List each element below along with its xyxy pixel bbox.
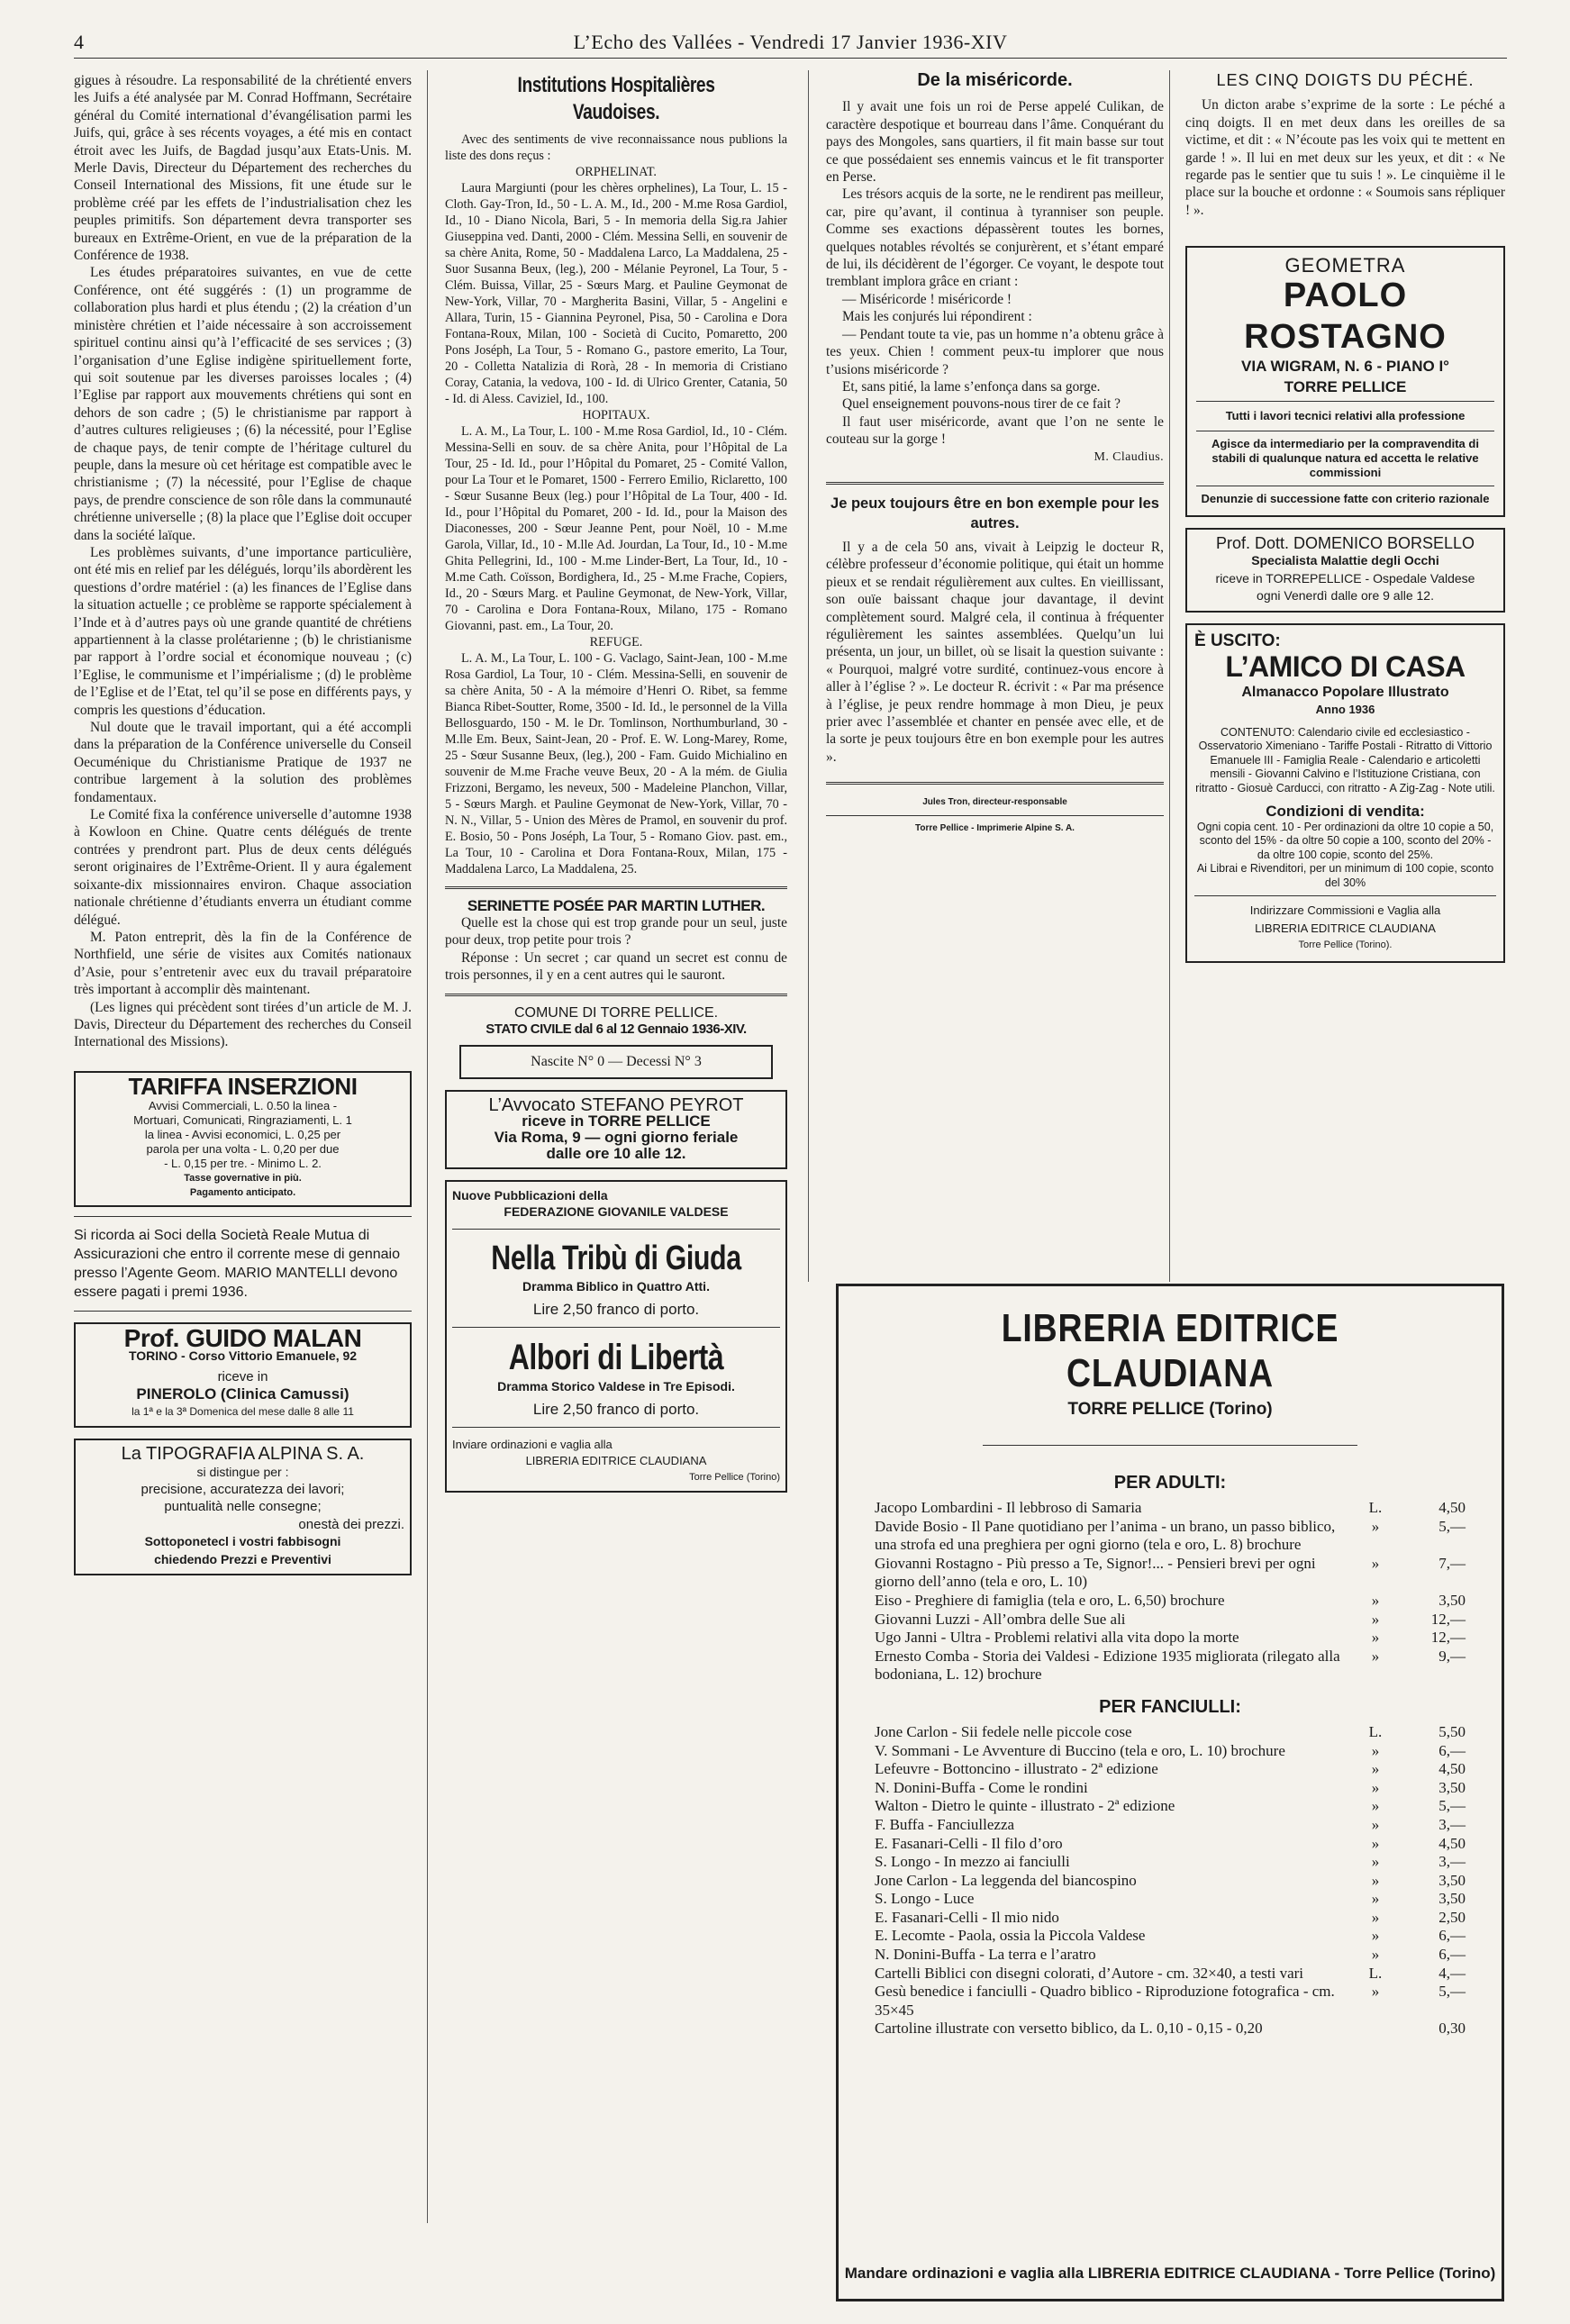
book-currency xyxy=(1348,2020,1402,2038)
article-paragraph: Mais les conjurés lui répondirent : xyxy=(842,309,1032,325)
section-heading: HOPITAUX. xyxy=(582,408,650,422)
book-title: Jone Carlon - Sii fedele nelle piccole cose xyxy=(875,1722,1132,1740)
book-price: 6,— xyxy=(1438,1741,1466,1759)
book-entry xyxy=(875,1946,1466,1965)
tariffa-line: Pagamento anticipato. xyxy=(189,1187,296,1199)
amico-line: Anno 1936 xyxy=(1315,703,1375,717)
donations-list: L. A. M., La Tour, L. 100 - M.me Rosa Gardiol, Id., 10 - Clém. Messina-Selli en souv. de sa chère Anita, pour l’Hôpital de La Tour, 25 - Id. Id., pour l’Hôpital du Pomaret, 25 - Comité Vallon, pour La Tour et le Pomaret, 1500 - Ferrero Emilio, Riclaretto, 100 - Sœur Susanne Beux (leg.) pour l’Hôpital de La Tour, 400 - Id. Id., pour l’Hôpital du Pomaret, 200 - Id. Id., pour la Maison des Diaconesses, 200 - Sœur Jeanne Pent, pour Noël, 10 - M.me Garola, Villar, Id., 10 - M.lle Ad. Jourdan, La Tour, Id., 10 - M.me Ghita Pellegrini, Id., 100 - M.me Linder-Bert, La Tour, Id., 10 - M.me Cath. Coïsson, Bordighera, Id., 25 - M.me Frache, Copiers, Id., 20 - Sœurs Marg. et Pauline Geymonat, de New-York, Villar, 70 - Carolina e Dora Fontana-Roux, Milano, 175 - Romano Giovanni, past. em., La Tour, 20. xyxy=(445,424,787,633)
book-title: E. Fasanari-Celli - Il filo d’oro xyxy=(875,1834,1063,1852)
book-title: Eiso - Preghiere di famiglia (tela e oro, L. 6,50) brochure xyxy=(875,1591,1225,1609)
book-title: Davide Bosio - Il Pane quotidiano per l’anima - un brano, un passo biblico, una strofa ed una preghiera per ogni giorno (tela e oro, L. 8) brochure xyxy=(875,1517,1336,1554)
book-title: N. Donini-Buffa - La terra e l’aratro xyxy=(875,1946,1096,1964)
book-currency: » xyxy=(1371,1741,1380,1759)
book-currency: » xyxy=(1371,1983,1380,2001)
book-entry xyxy=(875,1648,1466,1684)
book-currency: » xyxy=(1371,1853,1380,1871)
book-price: 3,50 xyxy=(1438,1890,1466,1908)
book-title: Ugo Janni - Ultra - Problemi relativi alla vita dopo la morte xyxy=(875,1629,1239,1647)
avvocato-line: dalle ore 10 alle 12. xyxy=(546,1144,686,1162)
book-currency: L. xyxy=(1368,1722,1383,1740)
malan-city: PINEROLO (Clinica Camussi) xyxy=(136,1385,349,1403)
article-paragraph: gigues à résoudre. La responsabilité de la chrétienté envers les Juifs a été analysée par M. Conrad Hoffmann, Secrétaire général du Comité international d’évangélisation parmi les Juifs, qui, grâce à ses récents voyages, a été mis en contact étroit avec les Juifs, de Bagdad jusqu’aux Etats-Unis. M. Merle Davis, Directeur du Département des recherches du Conseil International des Missions, fit une étude sur le problème créé par les effets de l’industrialisation chez les peuples primitifs. Son département devra transporter ses bureaux en Extrême-Orient, en vue de la préparation de la Conférence de 1938. xyxy=(74,73,412,264)
book-price: 0,30 xyxy=(1438,2020,1466,2038)
malan-when: la 1ª e la 3ª Domenica del mese dalle 8 alle 11 xyxy=(132,1404,354,1418)
book-price: 2,50 xyxy=(1438,1908,1466,1926)
article-paragraph: Les problèmes suivants, d’une importance particulière, ont été mis en relief par les délégués, lorqu’ils abordèrent les questions d’ordre matériel : (a) les finances de l’Eglise dans la situation actuelle ; ce problème se rapporte spécialement à l’Inde et à d’autres pays où une grande quantité de chrétiens appartiennent à la classe prolétarienne ; (b) le christianisme par rapport à l’ordre social et économique nouveau ; (c) l’Eglise, le communisme et l’impérialisme ; (d) le problème de l’Eglise et de l’Etat, tel qu’il se pose en différents pays, y compris les questions d’éducation. xyxy=(74,544,412,718)
amico-line: Condizioni di vendita: xyxy=(1266,803,1425,821)
libreria-footer: Mandare ordinazioni e vaglia alla LIBRERIA EDITRICE CLAUDIANA - Torre Pellice (Torino) xyxy=(844,2265,1496,2282)
book-price: 6,— xyxy=(1438,1946,1466,1964)
book-price: 7,— xyxy=(1438,1554,1466,1572)
geometra-name: PAOLO ROSTAGNO xyxy=(1244,276,1447,356)
tariffa-title: TARIFFA INSERZIONI xyxy=(128,1072,358,1100)
book-price: 5,50 xyxy=(1438,1722,1466,1740)
book-title: Cartoline illustrate con versetto biblico, da L. 0,10 - 0,15 - 0,20 xyxy=(875,2020,1263,2038)
book-subtitle: Dramma Storico Valdese in Tre Episodi. xyxy=(497,1378,735,1393)
tipografia-line: Sottoponetecl i vostri fabbisogni xyxy=(144,1534,341,1549)
article-paragraph: Quel enseignement pouvons-nous tirer de ce fait ? xyxy=(842,396,1121,413)
book-entry xyxy=(875,1927,1466,1946)
book-price: 4,50 xyxy=(1438,1499,1466,1516)
article-paragraph: Le Comité fixa la conférence universelle d’automne 1938 à Kowloon en Chine. Quatre cents délégués de trente contrées y prendront part. Plus de deux cents délégués seront originaires de l’Extrême-Orient. Il y aura également soixante-dix missionnaires environ. Chaque association nationale chrétienne d’étudiants enverra un étudiant comme délégué. xyxy=(74,807,412,928)
nuove-line: Inviare ordinazioni e vaglia alla xyxy=(452,1437,613,1451)
geometra-line: Denunzie di successione fatte con criterio razionale xyxy=(1201,491,1490,505)
tipografia-line: onestà dei prezzi. xyxy=(298,1516,404,1532)
tariffa-line: Tasse governative in più. xyxy=(184,1173,302,1185)
book-currency: » xyxy=(1371,1647,1380,1665)
article-paragraph: (Les lignes qui précèdent sont tirées d’un article de M. J. Davis, Directeur du Département des recherches du Conseil International des Missions). xyxy=(74,999,412,1050)
amico-title: L’AMICO DI CASA xyxy=(1225,649,1466,683)
book-title: Lefeuvre - Bottoncino - illustrato - 2ª edizione xyxy=(875,1760,1158,1778)
tariffa-line: parola per una volta - L. 0,20 per due xyxy=(146,1142,340,1157)
book-price: 3,50 xyxy=(1438,1591,1466,1609)
comune-births-deaths: Nascite N° 0 — Decessi N° 3 xyxy=(459,1045,773,1079)
amico-line: CONTENUTO: Calendario civile ed ecclesiastico - Osservatorio Ximeniano - Tariffe Postali - Ritratto di Vittorio Emanuele III - Famiglia Reale - Calendario e articoletti mensili - Giovanni Calvino e l’Istituzione Cristiana, con ritratto - Giosuè Carducci, con ritratto - A Zig-Zag - Note utili. xyxy=(1195,725,1495,794)
book-entry xyxy=(875,1835,1466,1854)
tipografia-line: si distingue per : xyxy=(196,1464,289,1479)
book-currency: » xyxy=(1371,1946,1380,1964)
tariffa-line: - L. 0,15 per tre. - Minimo L. 2. xyxy=(164,1157,322,1171)
tariffa-line: Mortuari, Comunicati, Ringraziamenti, L. 1 xyxy=(133,1113,352,1128)
amico-line: Ogni copia cent. 10 - Per ordinazioni da oltre 10 copie a 50, sconto del 15% - da oltre 50 copie a 100, sconto del 20% - da oltre 100 copie, sconto del 25%. xyxy=(1196,820,1494,861)
book-title: Cartelli Biblici con disegni colorati, d’Autore - cm. 32×40, a testi vari xyxy=(875,1964,1304,1982)
book-entry xyxy=(875,1499,1466,1518)
book-price: 3,— xyxy=(1438,1853,1466,1871)
article-paragraph: Nul doute que le travail important, qui a été accompli dans la préparation de la Conférence universelle du Conseil Oecuménique du Christianisme Pratique de 1937 ne contribue largement à la solution des problèmes fondamentaux. xyxy=(74,720,412,805)
book-title: Albori di Libertà xyxy=(508,1337,724,1377)
book-title: Giovanni Luzzi - All’ombra delle Sue ali xyxy=(875,1610,1126,1628)
book-currency: » xyxy=(1371,1760,1380,1778)
book-entry xyxy=(875,2020,1466,2038)
geometra-line: Tutti i lavori tecnici relativi alla professione xyxy=(1225,409,1466,423)
book-entry xyxy=(875,1872,1466,1891)
book-title: Nella Tribù di Giuda xyxy=(491,1239,741,1277)
book-currency: L. xyxy=(1368,1499,1383,1516)
book-title: Jone Carlon - La leggenda del biancospino xyxy=(875,1871,1137,1889)
book-entry xyxy=(875,1742,1466,1761)
avvocato-line: riceve in TORRE PELLICE xyxy=(522,1112,711,1130)
column-4 xyxy=(1185,72,1505,963)
amico-line: Almanacco Popolare Illustrato xyxy=(1241,684,1449,700)
nuove-line: Nuove Pubblicazioni della xyxy=(452,1187,608,1203)
book-price: 4,50 xyxy=(1438,1834,1466,1852)
borsello-line: ogni Venerdì dalle ore 9 alle 12. xyxy=(1257,588,1434,604)
book-entry xyxy=(875,1779,1466,1798)
book-price: 3,50 xyxy=(1438,1778,1466,1796)
libreria-subtitle: TORRE PELLICE (Torino) xyxy=(1067,1400,1273,1419)
avvocato-name: L’Avvocato STEFANO PEYROT xyxy=(488,1094,744,1115)
serinette-text: Réponse : Un secret ; car quand un secret est connu de trois personnes, il y en a cent autres qui le sauront. xyxy=(445,949,787,984)
book-title: S. Longo - In mezzo ai fanciulli xyxy=(875,1853,1070,1871)
article-paragraph: Un dicton arabe s’exprime de la sorte : Le péché a cinq doigts. Il en met deux dans les oreilles de sa victime, et dit : « N’écoute pas les voix qui te mettent en garde ! ». Il lui en met deux sur les yeux, et dit : « Ne regarde pas le sentier que tu suis ! ». Le cinquième il le place sur la bouche et ordonne : « Soumois sans répliquer ! ». xyxy=(1185,97,1505,218)
geometra-line: Agisce da intermediario per la compravendita di stabili di qualunque natura ed accetta le relative commissioni xyxy=(1212,436,1479,479)
borsello-name: Prof. Dott. DOMENICO BORSELLO xyxy=(1215,533,1475,552)
book-currency: » xyxy=(1371,1834,1380,1852)
tariffa-line: la linea - Avvisi economici, L. 0,25 per xyxy=(144,1128,341,1142)
nuove-line: Torre Pellice (Torino) xyxy=(689,1471,780,1483)
book-title: Walton - Dietro le quinte - illustrato - 2ª edizione xyxy=(875,1797,1175,1815)
book-entry xyxy=(875,1983,1466,2020)
geometra-box xyxy=(1185,246,1505,517)
book-currency: » xyxy=(1371,1591,1380,1609)
article-title: Je peux toujours être en bon exemple pour les autres. xyxy=(830,495,1159,531)
book-title: Ernesto Comba - Storia dei Valdesi - Edizione 1935 migliorata (rilegato alla bodoniana, L. 12) brochure xyxy=(875,1647,1340,1684)
book-currency: » xyxy=(1371,1610,1380,1628)
article-author: M. Claudius. xyxy=(1094,449,1164,464)
book-entry xyxy=(875,1965,1466,1984)
book-title: F. Buffa - Fanciullezza xyxy=(875,1815,1015,1833)
book-price: 5,— xyxy=(1438,1983,1466,2001)
comune-title: COMUNE DI TORRE PELLICE. xyxy=(513,1004,719,1021)
book-entry xyxy=(875,1760,1466,1779)
amico-line: Indirizzare Commissioni e Vaglia alla xyxy=(1249,903,1441,918)
book-currency: » xyxy=(1371,1778,1380,1796)
book-title: Giovanni Rostagno - Più presso a Te, Signor!... - Pensieri brevi per ogni giorno dell’anno (tela e oro, L. 10) xyxy=(875,1554,1316,1591)
borsello-box xyxy=(1185,528,1505,613)
book-entry xyxy=(875,1629,1466,1648)
book-price: 4,— xyxy=(1438,1964,1466,1982)
tipografia-line: puntualità nelle consegne; xyxy=(164,1499,322,1515)
column-2 xyxy=(445,72,787,1493)
book-entry xyxy=(875,1890,1466,1909)
book-entry xyxy=(875,1611,1466,1630)
book-entry xyxy=(875,1592,1466,1611)
borsello-line: Specialista Malattie degli Occhi xyxy=(1251,553,1439,568)
geometra-line: GEOMETRA xyxy=(1284,254,1406,277)
column-3 xyxy=(826,72,1164,837)
book-title: V. Sommani - Le Avventure di Buccino (tela e oro, L. 10) brochure xyxy=(875,1741,1285,1759)
book-entry xyxy=(875,1816,1466,1835)
tipografia-line: chiedendo Prezzi e Preventivi xyxy=(154,1551,331,1566)
avvocato-line: Via Roma, 9 — ogni giorno feriale xyxy=(494,1128,739,1146)
article-paragraph: Il faut user miséricorde, avant que l’on ne sente le couteau sur la gorge ! xyxy=(826,413,1164,448)
nuove-line: LIBRERIA EDITRICE CLAUDIANA xyxy=(525,1453,707,1467)
book-title: S. Longo - Luce xyxy=(875,1890,975,1908)
avvocato-box xyxy=(445,1090,787,1169)
book-currency: » xyxy=(1371,1871,1380,1889)
nuove-box xyxy=(445,1180,787,1493)
fanciulli-list xyxy=(875,1723,1466,2038)
page-number: 4 xyxy=(74,31,84,53)
book-title: Jacopo Lombardini - Il lebbroso di Samaria xyxy=(875,1499,1142,1516)
malan-box xyxy=(74,1322,412,1428)
adulti-list xyxy=(875,1499,1466,1684)
comune-subtitle: STATO CIVILE dal 6 al 12 Gennaio 1936-XIV. xyxy=(486,1021,747,1037)
article-paragraph: — Pendant toute ta vie, pas un homme n’a obtenu grâce à tes yeux. Chien ! comment peux-tu implorer que nous t’usions miséricorde ? xyxy=(826,326,1164,377)
book-currency: » xyxy=(1371,1815,1380,1833)
serinette-text: Quelle est la chose qui est trop grande pour un seul, juste pour deux, trop petite pour trois ? xyxy=(445,915,787,949)
tipografia-name: La TIPOGRAFIA ALPINA S. A. xyxy=(121,1444,365,1465)
amico-box xyxy=(1185,623,1505,964)
donations-intro: Avec des sentiments de vive reconnaissance nous publions la liste des dons reçus : xyxy=(445,132,787,163)
book-price: 5,— xyxy=(1438,1517,1466,1535)
book-price: 5,— xyxy=(1438,1797,1466,1815)
book-currency: » xyxy=(1371,1890,1380,1908)
article-paragraph: M. Paton entreprit, dès la fin de la Conférence de Northfield, une série de visites aux Comités nationaux d’Asie, pour s’entretenir avec eux du travail préparatoire très important à accomplir dès maintenant. xyxy=(74,929,412,998)
tipografia-box xyxy=(74,1439,412,1575)
book-price: 12,— xyxy=(1430,1629,1466,1647)
libreria-section-heading: PER FANCIULLI: xyxy=(1099,1696,1241,1717)
libreria-section-heading: PER ADULTI: xyxy=(1113,1473,1227,1493)
page-header xyxy=(74,27,1507,59)
serinette-title: SERINETTE POSÉE PAR MARTIN LUTHER. xyxy=(467,897,766,914)
book-price: 3,50 xyxy=(1438,1871,1466,1889)
book-currency: » xyxy=(1371,1797,1380,1815)
book-price: 4,50 xyxy=(1438,1760,1466,1778)
book-price: 6,— xyxy=(1438,1927,1466,1945)
geometra-line: VIA WIGRAM, N. 6 - PIANO I° xyxy=(1241,357,1449,375)
book-entry xyxy=(875,1518,1466,1555)
notice-text: Si ricorda ai Soci della Società Reale Mutua di Assicurazioni che entro il corrente mese di gennaio presso l’Agente Geom. MARIO MANTELLI devono essere pagati i premi 1936. xyxy=(74,1228,400,1301)
book-title: E. Lecomte - Paola, ossia la Piccola Valdese xyxy=(875,1927,1146,1945)
book-price: Lire 2,50 franco di porto. xyxy=(532,1300,700,1318)
book-price: 9,— xyxy=(1438,1647,1466,1665)
libreria-ad xyxy=(836,1284,1504,2301)
book-currency: » xyxy=(1371,1629,1380,1647)
article-paragraph: Les études préparatoires suivantes, en vue de cette Conférence, ont été suggérés : (1) un programme de collaboration plus hardi et plus étendu ; (2) la création d’un ministère chrétien et l’aide nécessaire à son accroissement spirituel continu ainsi qu’à l’efficacité de ses services ; (3) l’organisation d’une Eglise indigène spirituellement forte, qui soit soutenue par les diverses paroisses locales ; (4) l’Eglise par rapport aux mouvements chrétiens qui sont en dehors de son cadre ; (5) le christianisme par rapport à d’autres cultures religieuses ; (6) la nécessité, pour l’Eglise de chaque pays, de tenir compte de l’héritage culturel du peuple, dans la mesure où cet héritage est compatible avec le christianisme ; (7) la nécessité, pour l’Eglise de chaque pays, de prendre conscience de son rôle dans la communauté chrétienne universelle ; (8) la place que l’Eglise doit occuper dans la société laïque. xyxy=(74,265,412,543)
article-paragraph: Il y a de cela 50 ans, vivait à Leipzig le docteur R, célèbre professeur d’économie politique, qui était un homme pieux et se rendait régulièrement aux cultes. En vieillissant, son ouïe baissant chaque jour davantage, il devint complètement sourd. Malgré cela, il continua à fréquenter régulièrement les saintes assemblées. Quelqu’un lui présenta, un jour, un billet, où se lisait la question suivante : « Pourquoi, malgré votre surdité, continuez-vous encore à aller à l’église ? ». Le docteur R. écrivit : « Par ma présence à l’église, je peux rendre hommage à mon Dieu, je peux prier avec l’assemblée et chanter en pensée avec elle, et de la sorte je peux toujours être en bon exemple pour les autres ». xyxy=(826,539,1164,765)
amico-line: Torre Pellice (Torino). xyxy=(1298,939,1393,950)
borsello-line: riceve in TORREPELLICE - Ospedale Valdese xyxy=(1215,570,1475,586)
book-entry xyxy=(875,1555,1466,1592)
article-paragraph: Les trésors acquis de la sorte, ne le rendirent pas meilleur, car, pire qu’avant, il continua à tyranniser son peuple. Comme ses exactions dépassèrent toutes les bornes, quelques notables révoltés se conjurèrent, et s’étant emparé de lui, ils décidèrent de l’égorger. Ce voyant, le despote tout tremblant implora grâce en criant : xyxy=(826,186,1164,290)
donations-list: Laura Margiunti (pour les chères orphelines), La Tour, L. 15 - Cloth. Gay-Tron, Id., 50 - L. A. M., Id., 200 - M.me Rosa Gardiol, Id., 10 - Diano Nicola, Bari, 5 - In memoria della Sig.ra Jahier Giuseppina ved. Danti, 2000 - Clém. Messina Selli, en souvenir de sa chère Anita, Rome, 50 - Maddalena Larco, La Maddalena, 25 - Suor Susanna Beux, (leg.), 200 - Mélanie Peyronel, La Tour, 5 - Clém. Buissa, Villar, 25 - Sœurs Marg. et Pauline Geymonat de New-York, Villar, 70 - Margherita Basini, Villar, 5 - Angelini e Allara, Turin, 15 - Giannina Peyronel, Pisa, 50 - Carolina e Dora Fontana-Roux, Milan, 100 - Società di Cucito, Pomaretto, 200 Pons Joséph, La Tour, 5 - Romano G., pastore emerito, La Tour, 20 - Colletta Natalizia di Rorà, 28 - In memoria di Cristiano Coray, Catania, la vedova, 100 - Id. di Ulrico Grenter, Catania, 50 - Id. di Aless. Caviziel, Id., 100. xyxy=(445,181,787,406)
article-paragraph: Il y avait une fois un roi de Perse appelé Culikan, de caractère despotique et bourreau dans l’âme. Conquérant du pays des Mongoles, sans quartiers, il fit main basse sur tout ce que possédaient ses ennemis vaincus et le fit transporter en Perse. xyxy=(826,99,1164,186)
book-price: 12,— xyxy=(1430,1610,1466,1628)
book-currency: L. xyxy=(1368,1964,1383,1982)
book-currency: » xyxy=(1371,1908,1380,1926)
amico-line: Ai Librai e Rivenditori, per un minimum di 100 copie, sconto del 30% xyxy=(1196,862,1494,889)
section-heading: REFUGE. xyxy=(589,635,643,649)
geometra-line: TORRE PELLICE xyxy=(1284,378,1407,396)
book-subtitle: Dramma Biblico in Quattro Atti. xyxy=(522,1278,710,1294)
book-currency: » xyxy=(1371,1517,1380,1535)
book-entry xyxy=(875,1797,1466,1816)
tariffa-line: Avvisi Commerciali, L. 0.50 la linea - xyxy=(148,1099,338,1113)
book-title: N. Donini-Buffa - Come le rondini xyxy=(875,1778,1088,1796)
tariffa-box xyxy=(74,1071,412,1207)
section-heading: ORPHELINAT. xyxy=(576,165,657,179)
nuove-line: FEDERAZIONE GIOVANILE VALDESE xyxy=(504,1203,729,1219)
book-title: Gesù benedice i fanciulli - Quadro biblico - Riproduzione fotografica - cm. 35×45 xyxy=(875,1983,1335,2019)
amico-line: LIBRERIA EDITRICE CLAUDIANA xyxy=(1255,921,1436,935)
book-price: 3,— xyxy=(1438,1815,1466,1833)
donations-list: L. A. M., La Tour, L. 100 - G. Vaclago, Saint-Jean, 100 - M.me Rosa Gardiol, La Tour, 10 - Clém. Messina-Selli, en souvenir de sa chère Anita, 50 - A la mémoire d’Henri O. Ribet, sa femme Bianca Ribet-Soutter, Rome, 3500 - Id. Id., le personnel de la Villa Bellosguardo, 150 - M. le Dr. Tomlinson, Northumburland, 30 - M.lle Em. Beux, Saint-Jean, 20 - Prof. E. W. Long-Marey, Rome, 25 - Sœur Susanne Beux, (leg.), 200 - Fam. Guido Michialino en souvenir de M.me Frache veuve Beux, 20 - A la mém. de Giulia Frizzoni, Bergamo, les neveux, 500 - Madeleine Planchon, Villar, 5 - Sœurs Margh. et Pauline Geymonat de New-York, Villar, 70 - N. N., Villar, 5 - Union des Mères de Pramol, en souvenir du prof. E. Bosio, 50 - Pons Joséph, La Tour, 5 - Romano Giov. past. em., La Tour, 10 - Carolina et Dora Fontana-Roux, Milan, 175 - Maddalena Larco, La Maddalena, 25. xyxy=(445,651,787,876)
imprint: Jules Tron, directeur-responsable xyxy=(922,797,1067,808)
malan-name: Prof. GUIDO MALAN xyxy=(123,1324,362,1353)
donations-title: Institutions Hospitalières Vaudoises. xyxy=(517,73,715,124)
book-entry xyxy=(875,1853,1466,1872)
malan-addr: TORINO - Corso Vittorio Emanuele, 92 xyxy=(128,1348,358,1363)
book-currency: » xyxy=(1371,1927,1380,1945)
article-title: LES CINQ DOIGTS DU PÉCHÉ. xyxy=(1216,71,1475,89)
article-title: De la miséricorde. xyxy=(917,70,1073,90)
newspaper-title: L’Echo des Vallées - Vendredi 17 Janvier 1936-XIV xyxy=(573,31,1008,53)
libreria-title: LIBRERIA EDITRICE CLAUDIANA xyxy=(1001,1306,1339,1395)
book-entry xyxy=(875,1909,1466,1928)
article-paragraph: — Miséricorde ! miséricorde ! xyxy=(842,291,1012,307)
amico-line: È USCITO: xyxy=(1194,631,1281,650)
imprint: Torre Pellice - Imprimerie Alpine S. A. xyxy=(915,822,1075,833)
book-entry xyxy=(875,1723,1466,1742)
book-price: Lire 2,50 franco di porto. xyxy=(532,1400,700,1418)
malan-riceve: riceve in xyxy=(217,1368,268,1384)
column-1 xyxy=(74,72,412,1575)
article-paragraph: Et, sans pitié, la lame s’enfonça dans sa gorge. xyxy=(842,378,1101,395)
book-currency: » xyxy=(1371,1554,1380,1572)
tipografia-line: precisione, accuratezza dei lavori; xyxy=(141,1482,345,1497)
book-title: E. Fasanari-Celli - Il mio nido xyxy=(875,1908,1059,1926)
